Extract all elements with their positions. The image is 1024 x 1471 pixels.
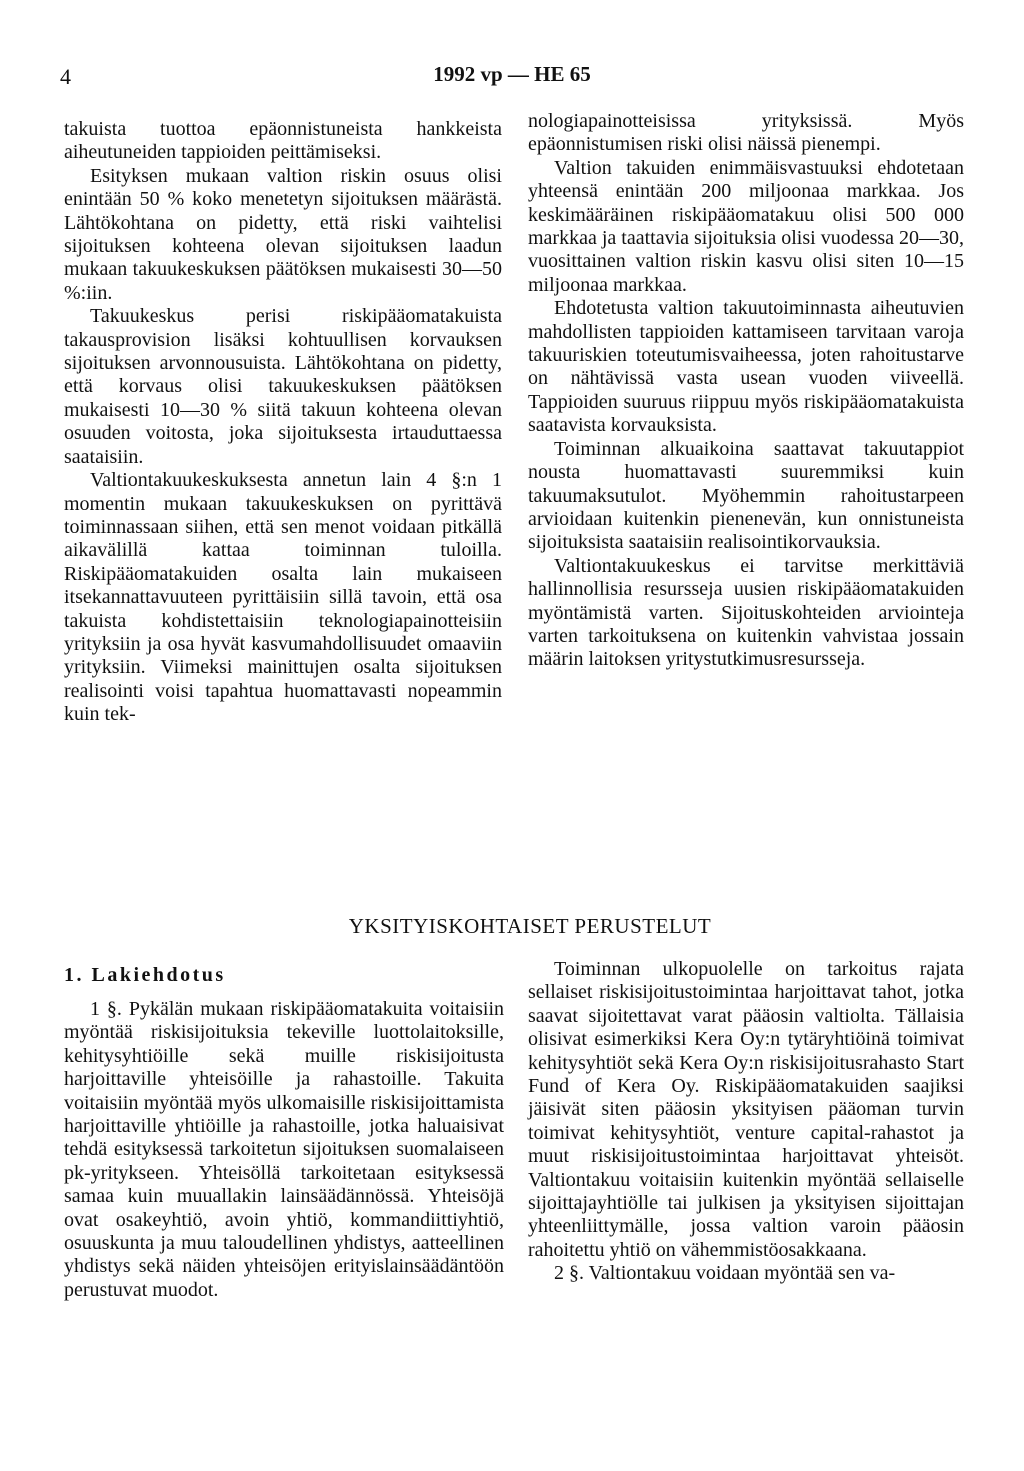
left-column-bottom bbox=[64, 998, 504, 1302]
section-title: YKSITYISKOHTAISET PERUSTELUT bbox=[348, 914, 712, 938]
paragraph: Toiminnan alkuaikoina saattavat takuutappiot nousta huomattavasti suuremmiksi kuin takuumaksutulot. Myöhemmin rahoitustarpeen arvioidaan kuitenkin pienenevän, kun onnistuneista sijoituksista saataisiin realisointikorvauksia. bbox=[528, 437, 964, 554]
page-header: 1992 vp — HE 65 bbox=[433, 62, 591, 86]
paragraph: Valtion takuiden enimmäisvastuuksi ehdotetaan yhteensä enintään 200 miljoonaa markkaa. Jos keskimääräinen riskipääomatakuu olisi 500 000 markkaa ja taattavia sijoituksia olisi vuodessa 20—30, vuosittainen valtion riskin kasvu olisi siten 10—15 miljoonaa markkaa. bbox=[528, 156, 965, 296]
paragraph: 2 §. Valtiontakuu voidaan myöntää sen va- bbox=[554, 1262, 896, 1285]
paragraph: nologiapainotteisissa yrityksissä. Myös epäonnistumisen riski olisi näissä pienempi. bbox=[528, 110, 964, 156]
paragraph: Toiminnan ulkopuolelle on tarkoitus rajata sellaiset riskisijoitustoimintaa harjoittavat tahot, jotka saavat sijoitettavat varat pääosin valtiolta. Tällaisia olisivat esimerkiksi Kera Oy:n tytäryhtiöinä toimivat kehitysyhtiöt sekä Kera Oy:n riskisijoitusrahasto Start Fund of Kera Oy. Riskipääomatakuiden saajiksi jäisivät siten pääosin yksityisen pääoman turvin toimivat kehitysyhtiöt, venture capital-rahastot ja muut riskisijoitustoimintaa harjoittavat yhteisöt. Valtiontakuu voitaisiin kuitenkin myöntää sellaiselle sijoittajayhtiölle tai julkisen ja yksityisen sijoittajan yhteenliittymälle, jossa valtion varoin pääosin rahoitettu yhtiö on vähemmistöosakkaana. bbox=[528, 958, 964, 1261]
right-column-bottom bbox=[528, 958, 964, 1286]
paragraph: Takuukeskus perisi riskipääomatakuista takausprovision lisäksi kohtuullisen korvauksen sijoituksen arvonnousuista. Lähtökohtana on pidetty, että korvaus olisi takuukeskuksen päätöksen mukaisesti 10—30 % siitä takuun kohteena olevan osuuden voitosta, joka sijoituksesta irtauduttaessa saataisiin. bbox=[64, 305, 502, 468]
paragraph: takuista tuottoa epäonnistuneista hankkeista aiheutuneiden tappioiden peittämiseksi. bbox=[64, 118, 502, 164]
page-number: 4 bbox=[60, 64, 71, 89]
paragraph: Ehdotetusta valtion takuutoiminnasta aiheutuvien mahdollisten tappioiden kattamiseen tarvitaan varoja takuuriskien toteutumisvaiheessa, joten rahoitustarve on nähtävissä vasta usean vuoden viiveellä. Tappioiden suuruus riippuu myös riskipääomatakuista saatavista korvauksista. bbox=[528, 297, 964, 437]
paragraph: Valtiontakuukeskus ei tarvitse merkittäviä hallinnollisia resursseja uusien riskipääomatakuiden myöntämistä varten. Sijoituskohteiden arviointeja varten tarkoituksena on kuitenkin vahvistaa jossain määrin laitoksen yritystutkimusresursseja. bbox=[528, 554, 964, 671]
right-column-top bbox=[528, 110, 964, 672]
paragraph: 1 §. Pykälän mukaan riskipääomatakuita voitaisiin myöntää riskisijoituksia tekeville luottolaitoksille, kehitysyhtiöille sekä muille riskisijoitusta harjoittaville yhteisöille ja rahastoille. Takuita voitaisiin myöntää myös ulkomaisille riskisijoittamista harjoittaville yhtiöille ja rahastoille, jotka haluaisivat tehdä esityksessä tarkoitetun sijoituksen suomalaiseen pk-yritykseen. Yhteisöllä tarkoitetaan esityksessä samaa kuin muuallakin lainsäädännössä. Yhteisöjä ovat osakeyhtiö, avoin yhtiö, kommandiittiyhtiö, osuuskunta ja muu taloudellinen yhdistys, aatteellinen yhdistys sekä näiden yhteisöjen erityislainsäädäntöön perustuvat muodot. bbox=[64, 998, 504, 1301]
paragraph: Valtiontakuukeskuksesta annetun lain 4 §:n 1 momentin mukaan takuukeskuksen on pyrittävä toiminnassaan siihen, että sen menot voidaan pitkällä aikavälillä kattaa toiminnan tuloilla. Riskipääomatakuiden osalta lain mukaiseen itsekannattavuuteen pyrittäisiin sillä tavoin, että osa takuista kohdistettaisiin teknologiapainotteisiin yrityksiin ja osa hyvät kasvumahdollisuudet omaaviin yrityksiin. Viimeksi mainittujen osalta sijoituksen realisointi voisi tapahtua huomattavasti nopeammin kuin tek- bbox=[64, 469, 502, 726]
left-column-top bbox=[64, 118, 502, 727]
paragraph: Esityksen mukaan valtion riskin osuus olisi enintään 50 % koko menetetyn sijoituksen määrästä. Lähtökohtana on pidetty, että riski vaihtelisi sijoituksen kohteena olevan sijoituksen laadun mukaan takuukeskuksen päätöksen mukaisesti 30—50 %:iin. bbox=[64, 164, 502, 304]
subheading: 1. Lakiehdotus bbox=[64, 964, 226, 986]
